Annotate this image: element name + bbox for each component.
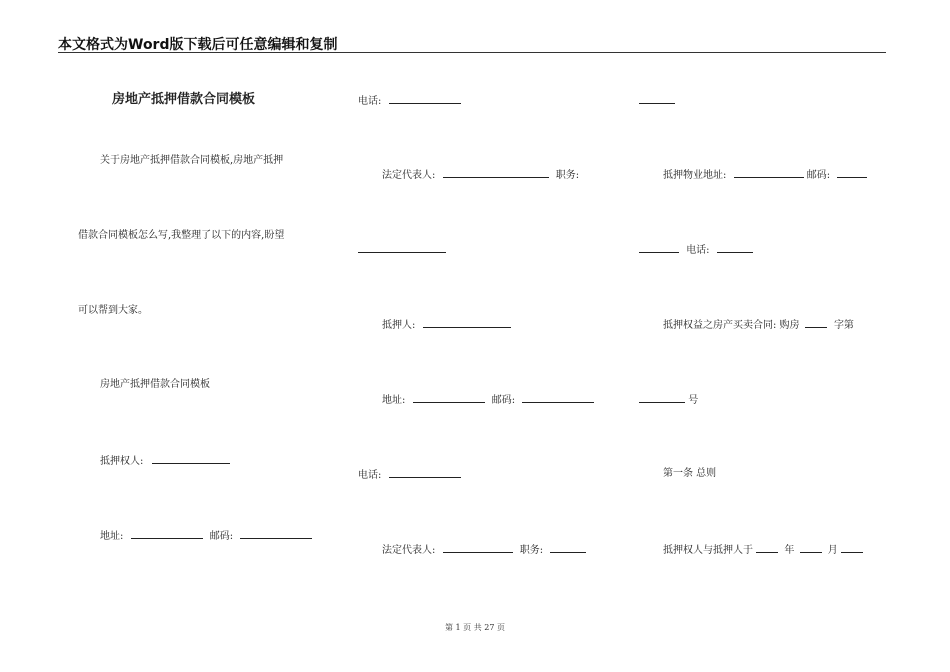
purchase-contract-label: 抵押权益之房产买卖合同: 购房	[663, 320, 800, 331]
postcode-blank	[240, 529, 312, 539]
subtitle: 房地产抵押借款合同模板	[100, 379, 210, 390]
postcode-label: 邮码:	[806, 170, 831, 181]
property-address-line	[663, 168, 867, 182]
property-address-blank	[734, 168, 804, 178]
month-label: 月	[827, 545, 838, 556]
legal-rep-blank	[443, 168, 549, 178]
phone-blank	[717, 243, 753, 253]
position-continuation-line	[358, 243, 446, 257]
legal-rep-line-2	[382, 543, 586, 557]
legal-rep-label: 法定代表人:	[382, 170, 436, 181]
phone-label: 电话:	[358, 470, 382, 481]
mortgagee-blank	[152, 454, 230, 464]
contract-prefix-blank	[805, 318, 827, 328]
address-label: 地址:	[100, 531, 124, 542]
position-label: 职务:	[555, 170, 580, 181]
postcode-blank	[522, 393, 594, 403]
agreement-date-line	[663, 543, 863, 557]
postcode-continuation-blank	[639, 243, 679, 253]
address-label: 地址:	[382, 395, 406, 406]
phone-blank	[389, 94, 461, 104]
intro-line-1: 关于房地产抵押借款合同模板,房地产抵押	[100, 155, 284, 166]
contract-word-label: 字第	[833, 320, 854, 331]
intro-line-3: 可以帮到大家。	[78, 305, 148, 316]
legal-rep-line-1	[382, 168, 579, 182]
postcode-blank	[837, 168, 867, 178]
mortgagee-line	[100, 454, 230, 468]
year-label: 年	[784, 545, 795, 556]
phone-line-1	[358, 94, 461, 108]
address-blank	[413, 393, 485, 403]
mortgagor-address-line	[382, 393, 594, 407]
mortgagor-label: 抵押人:	[382, 320, 416, 331]
postcode-label: 邮码:	[491, 395, 516, 406]
agreement-label: 抵押权人与抵押人于	[663, 545, 753, 556]
number-suffix-label: 号	[688, 395, 699, 406]
phone-label: 电话:	[358, 96, 382, 107]
mortgagee-label: 抵押权人:	[100, 456, 144, 467]
postcode-label: 邮码:	[209, 531, 234, 542]
legal-rep-label: 法定代表人:	[382, 545, 436, 556]
header-rule	[58, 52, 886, 53]
contract-number-blank	[639, 393, 685, 403]
intro-line-2: 借款合同模板怎么写,我整理了以下的内容,盼望	[78, 230, 285, 241]
position-blank	[358, 243, 446, 253]
address-blank	[131, 529, 203, 539]
phone-line-2	[358, 468, 461, 482]
mortgagor-line	[382, 318, 511, 332]
col3-continuation-line	[639, 94, 675, 108]
property-phone-line	[639, 243, 753, 257]
position-blank	[550, 543, 586, 553]
phone-label: 电话:	[686, 245, 710, 256]
document-title: 房地产抵押借款合同模板	[112, 92, 256, 107]
month-blank	[800, 543, 822, 553]
article-1-heading: 第一条 总则	[663, 468, 717, 479]
page-number: 第 1 页 共 27 页	[445, 623, 505, 632]
day-blank	[841, 543, 863, 553]
year-blank	[756, 543, 778, 553]
mortgagee-address-line	[100, 529, 312, 543]
document-header: 本文格式为Word版下载后可任意编辑和复制	[58, 37, 338, 53]
position-label: 职务:	[519, 545, 544, 556]
purchase-contract-line	[663, 318, 854, 332]
mortgagor-blank	[423, 318, 511, 328]
property-address-label: 抵押物业地址:	[663, 170, 727, 181]
contract-number-line	[639, 393, 698, 407]
continuation-blank	[639, 94, 675, 104]
phone-blank	[389, 468, 461, 478]
legal-rep-blank	[443, 543, 513, 553]
